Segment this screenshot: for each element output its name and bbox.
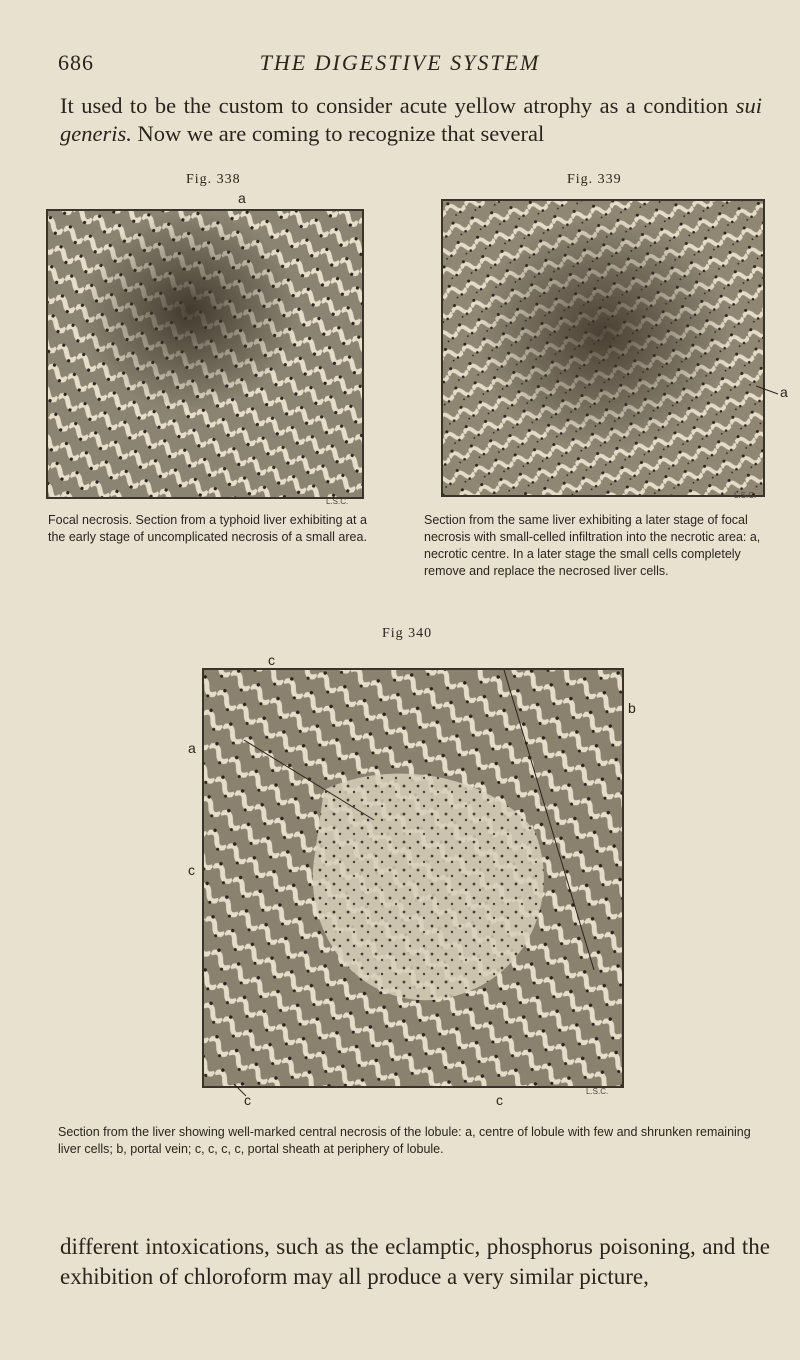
fig-339-caption: Section from the same liver exhibiting a later stage of focal necrosis with small-celled infiltration into the necrotic area: a, necrotic centre. In a later stage the small cells completely remove and replace the necrosed liver cells. <box>424 513 761 578</box>
fig-340-marker-a: a <box>188 740 196 756</box>
fig-340-caption: Section from the liver showing well-marked central necrosis of the lobule: a, centre of lobule with few and shrunken remaining liver cells; b, portal vein; c, c, c, c, portal sheath at periphery of lobule. <box>58 1125 751 1156</box>
intro-paragraph <box>60 92 762 148</box>
fig-338-label: Fig. 338 <box>186 172 241 187</box>
fig-338-micrograph <box>46 209 364 499</box>
fig-340-marker-b: b <box>628 700 636 716</box>
fig-338-marker-a: a <box>238 190 246 206</box>
fig-339-label: Fig. 339 <box>567 172 622 187</box>
running-header <box>0 50 800 80</box>
fig-340-illustration <box>204 670 622 1086</box>
fig-340-engraver: L.S.C. <box>586 1087 609 1096</box>
fig-340-marker-c-top: c <box>268 652 275 668</box>
fig-338-caption: Focal necrosis. Section from a typhoid liver exhibiting at a the early stage of uncomplicated necrosis of a small area. <box>48 513 367 544</box>
fig-340-marker-c-bottom-left: c <box>244 1092 251 1108</box>
running-title: THE DIGESTIVE SYSTEM <box>259 50 541 75</box>
fig-340-marker-c-bottom-right: c <box>496 1092 503 1108</box>
fig-340-marker-c-left: c <box>188 862 195 878</box>
fig-340-label: Fig 340 <box>382 626 433 641</box>
fig-339-engraver: L.S.C. <box>734 491 757 500</box>
fig-338-engraver: L.S.C. <box>326 497 349 506</box>
fig-339-micrograph <box>441 199 765 497</box>
closing-paragraph: different intoxications, such as the eclamptic, phosphorus poisoning, and the exhibition of chloroform may all produce a very similar picture, <box>60 1234 770 1289</box>
page-number: 686 <box>58 50 94 75</box>
fig-339-marker-a: a <box>780 384 788 400</box>
intro-italic: sui generis. <box>60 93 762 146</box>
intro-text-1: It used to be the custom to consider acute yellow atrophy as a condition <box>60 93 736 118</box>
fig-340-micrograph <box>202 668 624 1088</box>
fig-338-illustration <box>48 211 362 497</box>
fig-339-illustration <box>443 201 763 495</box>
intro-text-2: Now we are coming to recognize that several <box>131 121 545 146</box>
